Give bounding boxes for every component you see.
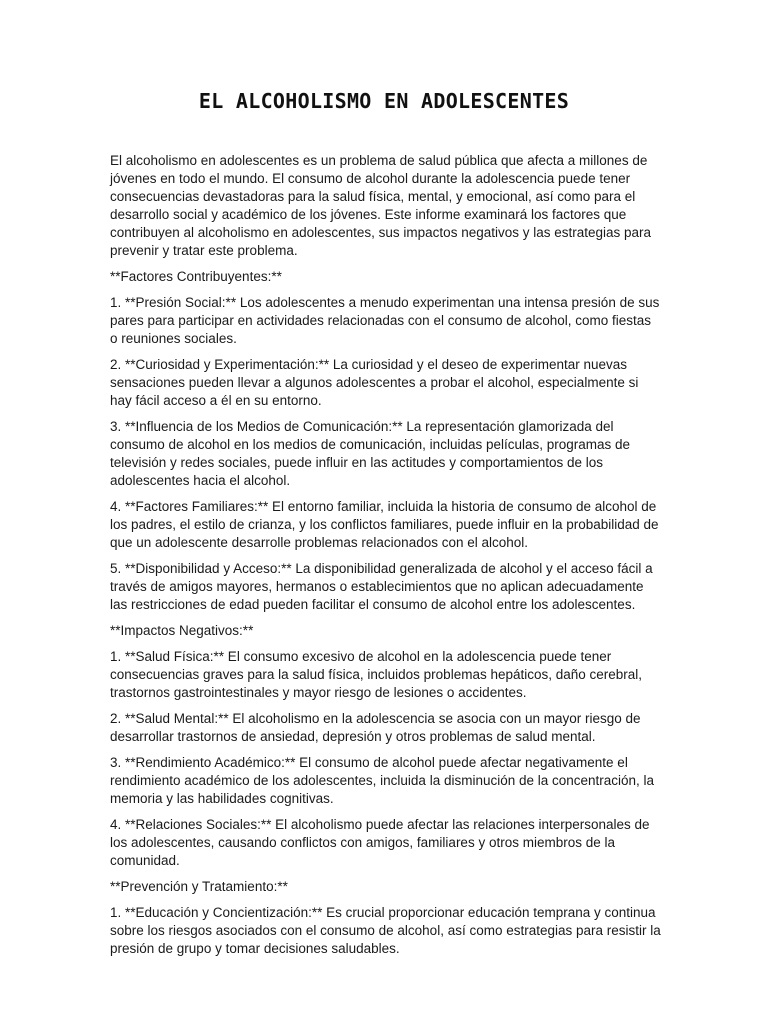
list-item-social-relations: 4. **Relaciones Sociales:** El alcoholismo puede afectar las relaciones interpersonales de los adolescentes, causando conflictos con amigos, familiares y otros miembros de la comunidad.	[110, 817, 650, 868]
list-item-availability: 5. **Disponibilidad y Acceso:** La disponibilidad generalizada de alcohol y el acceso fácil a través de amigos mayores, hermanos o establecimientos que no aplican adecuadamente las restricciones de edad pueden facilitar el consumo de alcohol entre los adolescentes.	[110, 561, 653, 612]
section-heading-prevention: **Prevención y Tratamiento:**	[110, 879, 288, 894]
list-item-curiosity: 2. **Curiosidad y Experimentación:** La curiosidad y el deseo de experimentar nuevas sensaciones pueden llevar a algunos adolescentes a probar el alcohol, especialmente si hay fácil acceso a él en su entorno.	[110, 357, 639, 408]
list-item-physical-health: 1. **Salud Física:** El consumo excesivo de alcohol en la adolescencia puede tener consecuencias graves para la salud física, incluidos problemas hepáticos, daño cerebral, trastornos gastrointestinales y mayor riesgo de lesiones o accidentes.	[110, 649, 643, 700]
section-heading-factors: **Factores Contribuyentes:**	[110, 269, 282, 284]
list-item-mental-health: 2. **Salud Mental:** El alcoholismo en la adolescencia se asocia con un mayor riesgo de desarrollar trastornos de ansiedad, depresión y otros problemas de salud mental.	[110, 711, 641, 744]
list-item-media-influence: 3. **Influencia de los Medios de Comunicación:** La representación glamorizada del consumo de alcohol en los medios de comunicación, incluidas películas, programas de televisión y redes sociales, puede influir en las actitudes y comportamientos de los adolescentes hacia el alcohol.	[110, 419, 631, 488]
list-item-education: 1. **Educación y Concientización:** Es crucial proporcionar educación temprana y continua sobre los riesgos asociados con el consumo de alcohol, así como estrategias para resistir la presión de grupo y tomar decisiones saludables.	[110, 905, 661, 956]
section-heading-impacts: **Impactos Negativos:**	[110, 623, 254, 638]
list-item-social-pressure: 1. **Presión Social:** Los adolescentes a menudo experimentan una intensa presión de sus pares para participar en actividades relacionadas con el consumo de alcohol, como fiestas o reuniones sociales.	[110, 295, 660, 346]
list-item-academic-performance: 3. **Rendimiento Académico:** El consumo de alcohol puede afectar negativamente el rendimiento académico de los adolescentes, incluida la disminución de la concentración, la memoria y las habilidades cognitivas.	[110, 755, 655, 806]
document-body	[110, 152, 662, 966]
paragraph-intro: El alcoholismo en adolescentes es un problema de salud pública que afecta a millones de jóvenes en todo el mundo. El consumo de alcohol durante la adolescencia puede tener consecuencias devastadoras para la salud física, mental, y emocional, así como para el desarrollo social y académico de los jóvenes. Este informe examinará los factores que contribuyen al alcoholismo en adolescentes, sus impactos negativos y las estrategias para prevenir y tratar este problema.	[110, 153, 652, 258]
list-item-family-factors: 4. **Factores Familiares:** El entorno familiar, incluida la historia de consumo de alcohol de los padres, el estilo de crianza, y los conflictos familiares, puede influir en la probabilidad de que un adolescente desarrolle problemas relacionados con el alcohol.	[110, 499, 659, 550]
document-title: EL ALCOHOLISMO EN ADOLESCENTES	[198, 89, 570, 113]
